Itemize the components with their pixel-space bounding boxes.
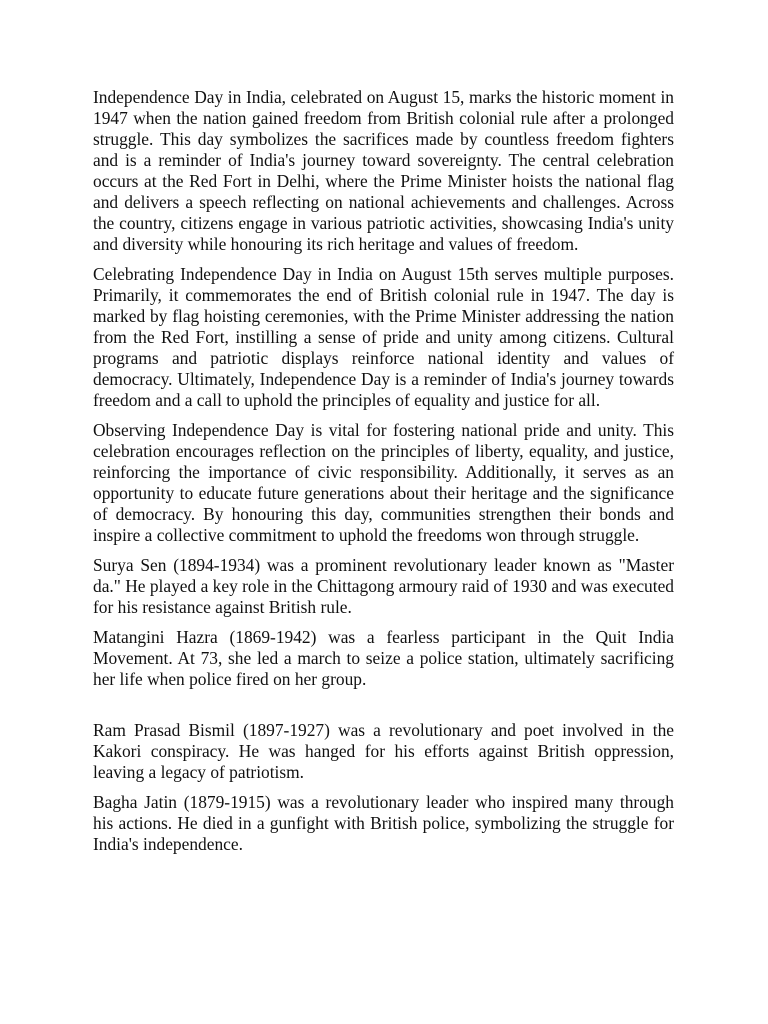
paragraph-ram-prasad-bismil: Ram Prasad Bismil (1897-1927) was a revolutionary and poet involved in the Kakori conspiracy. He was hanged for his efforts against British oppression, leaving a legacy of patriotism. bbox=[93, 720, 674, 782]
paragraph-matangini-hazra: Matangini Hazra (1869-1942) was a fearless participant in the Quit India Movement. At 73, she led a march to seize a police station, ultimately sacrificing her life when police fired on her group. bbox=[93, 627, 674, 689]
paragraph-surya-sen: Surya Sen (1894-1934) was a prominent revolutionary leader known as "Master da." He played a key role in the Chittagong armoury raid of 1930 and was executed for his resistance against British rule. bbox=[93, 555, 674, 617]
paragraph-bagha-jatin: Bagha Jatin (1879-1915) was a revolutionary leader who inspired many through his actions. He died in a gunfight with British police, symbolizing the struggle for India's independence. bbox=[93, 792, 674, 854]
paragraph-observance-importance: Observing Independence Day is vital for fostering national pride and unity. This celebration encourages reflection on the principles of liberty, equality, and justice, reinforcing the importance of civic responsibility. Additionally, it serves as an opportunity to educate future generations about their heritage and the significance of democracy. By honouring this day, communities strengthen their bonds and inspire a collective commitment to uphold the freedoms won through struggle. bbox=[93, 420, 674, 545]
paragraph-independence-day-overview: Independence Day in India, celebrated on August 15, marks the historic moment in 1947 when the nation gained freedom from British colonial rule after a prolonged struggle. This day symbolizes the sacrifices made by countless freedom fighters and is a reminder of India's journey toward sovereignty. The central celebration occurs at the Red Fort in Delhi, where the Prime Minister hoists the national flag and delivers a speech reflecting on national achievements and challenges. Across the country, citizens engage in various patriotic activities, showcasing India's unity and diversity while honouring its rich heritage and values of freedom. bbox=[93, 87, 674, 254]
document-body bbox=[93, 87, 674, 864]
paragraph-celebration-purposes: Celebrating Independence Day in India on August 15th serves multiple purposes. Primarily, it commemorates the end of British colonial rule in 1947. The day is marked by flag hoisting ceremonies, with the Prime Minister addressing the nation from the Red Fort, instilling a sense of pride and unity among citizens. Cultural programs and patriotic displays reinforce national identity and values of democracy. Ultimately, Independence Day is a reminder of India's journey towards freedom and a call to uphold the principles of equality and justice for all. bbox=[93, 264, 674, 410]
